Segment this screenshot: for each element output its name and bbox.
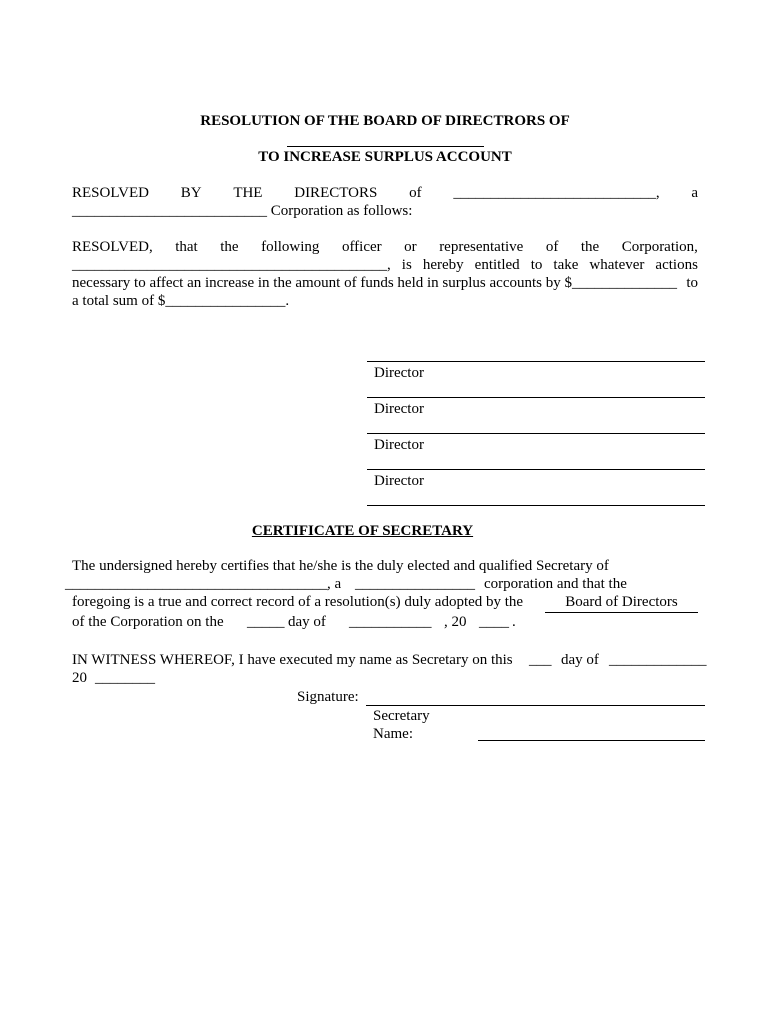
certificate-a-text: , a [327, 576, 342, 592]
certificate-line3: foregoing is a true and correct record of a resolution(s) duly adopted by the [72, 594, 524, 610]
adoption-year-blank[interactable]: ____ [479, 614, 509, 630]
adopted-by-field[interactable]: Board of Directors [565, 594, 678, 610]
certificate-heading: CERTIFICATE OF SECRETARY [251, 523, 474, 539]
certificate-state-blank[interactable]: ________________ [355, 576, 475, 592]
p2-row1-word: representative [439, 239, 524, 255]
p2-row1-word: following [261, 239, 320, 255]
secretary-name-line[interactable] [478, 740, 705, 741]
director-signature-line[interactable] [367, 433, 705, 434]
name-label: Name: [373, 726, 413, 742]
p2-row1 [72, 238, 698, 256]
p1-row1-word: BY [180, 185, 202, 201]
director-signature-line[interactable] [367, 361, 705, 362]
p2-row2-word: to [530, 257, 543, 273]
document-title: RESOLUTION OF THE BOARD OF DIRECTRORS OF [200, 113, 570, 129]
director-label: Director [374, 401, 424, 417]
director-signature-line[interactable] [367, 505, 705, 506]
p2-row1-word: or [404, 239, 417, 255]
p1-row1-word: RESOLVED [72, 185, 149, 201]
p2-row2-word[interactable]: __________________________________________, [72, 257, 391, 273]
p2-row2-word: whatever [589, 257, 645, 273]
signature-line[interactable] [366, 705, 705, 706]
p1-row1 [72, 184, 698, 202]
p2-row2-word: take [553, 257, 579, 273]
p1-row2: __________________________ Corporation as follows: [72, 203, 413, 219]
witness-year-prefix: 20 [72, 670, 87, 686]
title-company-blank [287, 146, 484, 147]
p2-row3-end: to [686, 275, 698, 291]
p2-row2-word: hereby [422, 257, 464, 273]
witness-year-blank[interactable]: ________ [95, 670, 155, 686]
signature-label: Signature: [297, 689, 359, 705]
p2-row1-word: RESOLVED, [72, 239, 153, 255]
director-signature-line[interactable] [367, 469, 705, 470]
secretary-label: Secretary [373, 708, 430, 724]
adoption-day-blank[interactable]: _____ [247, 614, 285, 630]
p2-row1-word: of [545, 239, 559, 255]
witness-line1: IN WITNESS WHEREOF, I have executed my name as Secretary on this [72, 652, 513, 668]
day-of-text: day of [288, 614, 326, 630]
witness-month-blank[interactable]: _____________ [609, 652, 707, 668]
director-label: Director [374, 437, 424, 453]
p2-row2 [72, 256, 698, 274]
p2-row1-word: the [580, 239, 600, 255]
director-label: Director [374, 365, 424, 381]
document-subtitle: TO INCREASE SURPLUS ACCOUNT [258, 149, 512, 165]
p2-row2-word: actions [655, 257, 698, 273]
certificate-line2-end: corporation and that the [484, 576, 627, 592]
p1-row1-word: THE [233, 185, 263, 201]
p2-row1-word: Corporation, [621, 239, 698, 255]
p2-row3-text: necessary to affect an increase in the amount of funds held in surplus accounts by $______________ [72, 275, 677, 291]
adoption-month-blank[interactable]: ___________ [349, 614, 432, 630]
p2-row4: a total sum of $________________. [72, 293, 290, 309]
witness-day-of: day of [561, 652, 599, 668]
certificate-company-blank[interactable]: ___________________________________ [65, 576, 328, 592]
p2-row1-word: officer [341, 239, 382, 255]
p1-row1-word: a [691, 185, 698, 201]
adopted-by-underline [545, 612, 698, 613]
line4-period: . [512, 614, 516, 630]
p2-row1-word: the [220, 239, 239, 255]
p2-row2-word: entitled [474, 257, 520, 273]
year-prefix-text: , 20 [444, 614, 467, 630]
p2-row1-word: that [175, 239, 198, 255]
certificate-line1: The undersigned hereby certifies that he/she is the duly elected and qualified Secretary of [72, 558, 609, 574]
director-label: Director [374, 473, 424, 489]
p2-row2-word: is [401, 257, 412, 273]
p1-row1-word: of [409, 185, 422, 201]
p1-row1-word[interactable]: ___________________________, [453, 185, 660, 201]
certificate-line4-start: of the Corporation on the [72, 614, 224, 630]
director-signature-line[interactable] [367, 397, 705, 398]
p1-row1-word: DIRECTORS [294, 185, 378, 201]
p2-row3 [72, 274, 698, 292]
witness-day-blank[interactable]: ___ [529, 652, 552, 668]
